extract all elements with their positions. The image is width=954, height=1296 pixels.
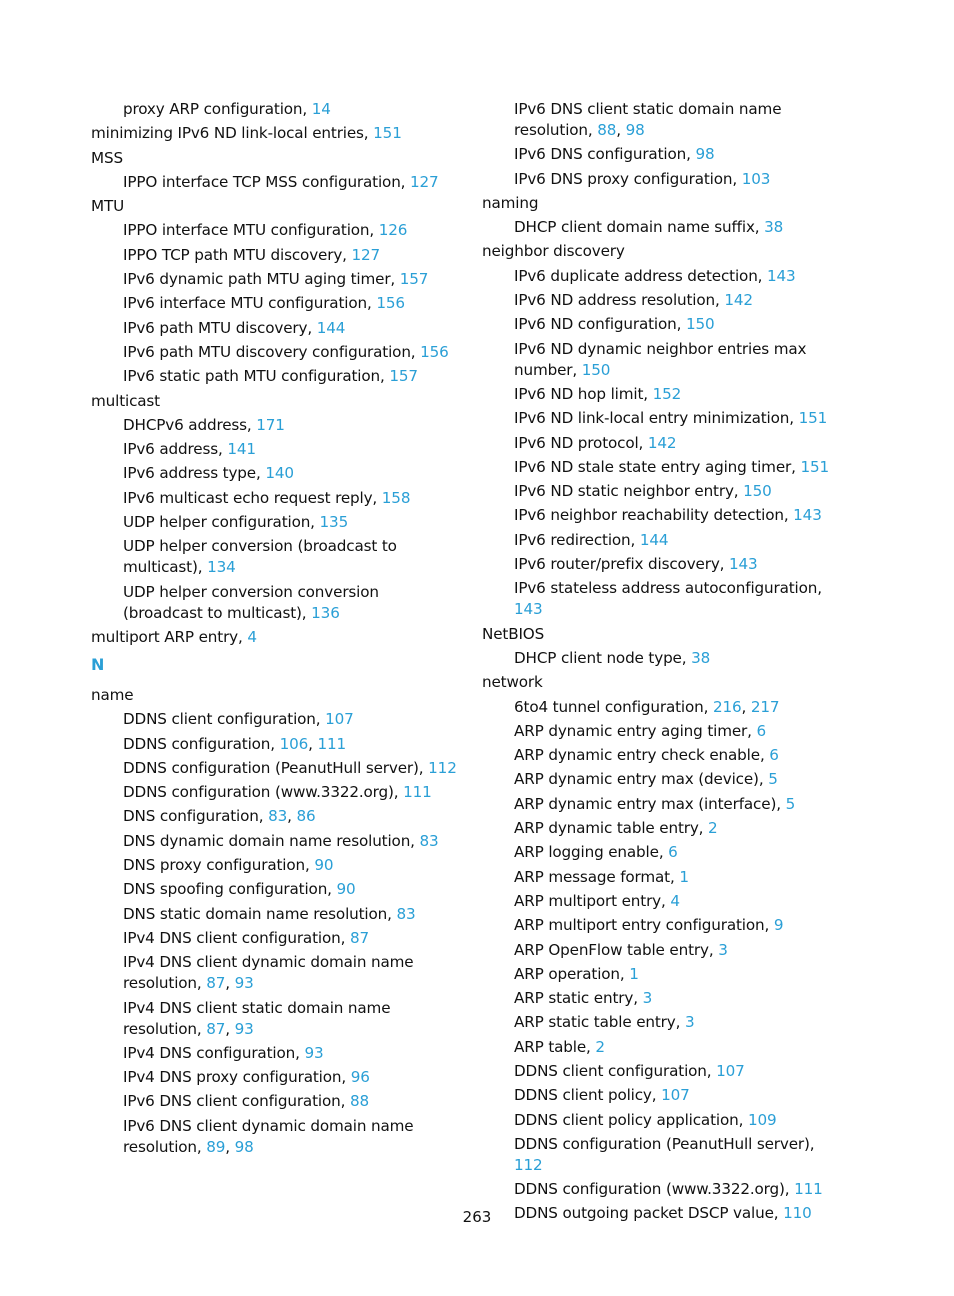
index-term: IPv6 neighbor reachability detection, <box>514 506 794 525</box>
index-term: IPv6 multicast echo request reply, <box>123 488 382 507</box>
index-subentry <box>482 915 842 936</box>
page-reference-link[interactable]: 156 <box>420 342 449 361</box>
index-term: IPv6 router/prefix discovery, <box>514 555 730 574</box>
index-subentry <box>482 266 842 287</box>
index-entry <box>91 123 461 144</box>
index-subentry <box>482 721 842 742</box>
index-subentry: IPv6 DNS client dynamic domain name resolution, 89, 98 <box>123 1116 414 1156</box>
index-subentry <box>482 169 842 190</box>
index-term: ARP multiport entry configuration, <box>514 916 774 935</box>
index-subentry <box>482 1134 842 1176</box>
index-subentry: IPv4 DNS client dynamic domain name resolution, 87, 93 <box>123 953 414 993</box>
page-reference-link[interactable]: 143 <box>767 266 796 285</box>
page-reference-link[interactable]: 5 <box>785 794 796 813</box>
page-reference-link[interactable]: 109 <box>747 1110 777 1129</box>
index-term: IPv6 ND address resolution, <box>514 291 725 310</box>
index-subentry <box>91 536 461 578</box>
index-entry <box>91 391 461 412</box>
page-reference-link[interactable]: 151 <box>798 409 828 428</box>
page-reference-link[interactable]: 111 <box>794 1180 823 1199</box>
page-reference-link[interactable]: 86 <box>296 807 316 826</box>
page-reference-link[interactable]: 144 <box>639 530 669 549</box>
index-subentry <box>91 488 461 509</box>
page-reference-link[interactable]: 107 <box>661 1086 690 1105</box>
index-subentry <box>482 769 842 790</box>
page-reference-link[interactable]: 143 <box>729 555 758 574</box>
page-reference-link[interactable]: 38 <box>691 648 711 667</box>
page-reference-link[interactable]: 150 <box>743 482 772 501</box>
page-reference-link[interactable]: 6 <box>756 721 767 740</box>
page-reference-link[interactable]: 3 <box>718 940 728 959</box>
page-reference-link[interactable]: 3 <box>642 989 653 1008</box>
page-reference-link[interactable]: 9 <box>773 916 784 935</box>
index-term: ARP dynamic entry check enable, <box>514 746 770 765</box>
index-subentry <box>482 1110 842 1131</box>
page-reference-link[interactable]: 1 <box>629 964 639 983</box>
index-subentry <box>91 782 461 803</box>
index-subentry <box>482 1012 842 1033</box>
page-reference-link[interactable]: 127 <box>351 245 381 264</box>
index-subentry <box>91 220 461 241</box>
index-term: UDP helper configuration, <box>123 513 320 532</box>
page-reference-link[interactable]: 111 <box>317 734 347 753</box>
page-reference-link[interactable]: 136 <box>311 603 340 622</box>
page-reference-link[interactable]: 4 <box>247 627 257 646</box>
index-term: NetBIOS <box>482 624 545 643</box>
index-subentry <box>91 245 461 266</box>
index-subentry <box>482 964 842 985</box>
page-reference-link[interactable]: 83 <box>268 807 288 826</box>
index-term: IPv4 DNS configuration, <box>123 1043 305 1062</box>
index-subentry <box>91 512 461 533</box>
index-term: DDNS client policy, <box>514 1086 662 1105</box>
index-term: DDNS configuration, <box>123 734 280 753</box>
page-reference-link[interactable]: 143 <box>793 506 822 525</box>
page-reference-link[interactable]: 98 <box>625 121 645 139</box>
index-subentry <box>91 1043 461 1064</box>
index-term: DDNS configuration (www.3322.org), <box>123 783 404 802</box>
index-term: ARP table, <box>514 1037 596 1056</box>
index-subentry <box>482 339 842 381</box>
index-subentry <box>91 99 461 120</box>
page-reference-link[interactable]: 156 <box>376 294 405 313</box>
index-subentry <box>91 342 461 363</box>
index-subentry <box>91 318 461 339</box>
index-term: ARP static entry, <box>514 989 643 1008</box>
page-reference-link[interactable]: 151 <box>800 457 830 476</box>
index-term: DNS dynamic domain name resolution, <box>123 831 420 850</box>
index-term: IPv6 DNS configuration, <box>514 145 696 164</box>
page-reference-link[interactable]: 141 <box>227 440 256 459</box>
index-term: IPv6 ND hop limit, <box>514 384 653 403</box>
page-reference-link[interactable]: 83 <box>396 904 416 923</box>
index-entry <box>482 672 842 693</box>
index-term: IPv6 ND protocol, <box>514 433 648 452</box>
index-term: IPv4 DNS client configuration, <box>123 928 350 947</box>
index-term: IPv6 redirection, <box>514 530 640 549</box>
page-reference-link[interactable]: 112 <box>428 758 457 777</box>
index-term: IPv4 DNS client static domain name resolution, <box>123 998 391 1038</box>
index-term: UDP helper conversion conversion (broadcast to multicast), <box>123 582 379 622</box>
page-reference-link[interactable]: 87 <box>349 928 369 947</box>
page-reference-link[interactable]: 142 <box>647 433 677 452</box>
index-subentry <box>91 855 461 876</box>
index-term: DHCPv6 address, <box>123 415 257 434</box>
index-subentry <box>482 505 842 526</box>
index-term: neighbor discovery <box>482 242 625 261</box>
index-subentry <box>482 818 842 839</box>
index-term: DDNS client configuration, <box>123 710 326 729</box>
index-term: ARP OpenFlow table entry, <box>514 940 719 959</box>
page-reference-link[interactable]: 107 <box>716 1061 745 1080</box>
page-reference-link[interactable]: 89 <box>206 1137 226 1156</box>
index-subentry <box>91 1067 461 1088</box>
index-term: IPv6 ND dynamic neighbor entries max number, <box>514 339 807 379</box>
page-reference-link[interactable]: 171 <box>256 415 285 434</box>
index-term: IPv6 DNS proxy configuration, <box>514 169 742 188</box>
page-reference-link[interactable]: 127 <box>410 172 439 191</box>
index-subentry <box>482 457 842 478</box>
page-reference-link[interactable]: 87 <box>206 1019 226 1038</box>
page-reference-link[interactable]: 143 <box>514 600 543 619</box>
page-reference-link[interactable]: 107 <box>325 710 354 729</box>
index-term: DDNS client policy application, <box>514 1110 748 1129</box>
index-entry <box>91 627 461 648</box>
index-subentry <box>482 217 842 238</box>
page-reference-link[interactable]: 103 <box>741 169 771 188</box>
index-entry <box>482 193 842 214</box>
page-reference-link[interactable]: 88 <box>349 1092 369 1111</box>
index-subentry <box>482 384 842 405</box>
page-reference-link[interactable]: 93 <box>304 1043 324 1062</box>
page-reference-link[interactable]: 150 <box>685 315 715 334</box>
index-subentry <box>482 554 842 575</box>
index-term: ARP message format, <box>514 867 680 886</box>
index-subentry <box>482 1061 842 1082</box>
page-reference-link[interactable]: 93 <box>234 974 254 993</box>
index-term: name <box>91 685 134 704</box>
index-term: network <box>482 673 543 692</box>
index-term: IPv4 DNS proxy configuration, <box>123 1068 351 1087</box>
index-subentry <box>482 745 842 766</box>
index-term: IPPO interface TCP MSS configuration, <box>123 172 411 191</box>
index-subentry <box>482 940 842 961</box>
index-entry <box>91 148 461 169</box>
index-term: multiport ARP entry, <box>91 627 248 646</box>
index-subentry <box>91 928 461 949</box>
index-subentry: IPv4 DNS client static domain name resolution, 87, 93 <box>123 998 391 1038</box>
index-term: IPv6 ND static neighbor entry, <box>514 482 744 501</box>
index-term: ARP multiport entry, <box>514 891 671 910</box>
index-subentry <box>482 1037 842 1058</box>
index-term: DNS configuration, <box>123 807 269 826</box>
page-reference-link[interactable]: 158 <box>381 488 411 507</box>
index-term: MSS <box>91 148 123 167</box>
page-reference-link[interactable]: 96 <box>350 1068 370 1087</box>
page-reference-link[interactable]: 98 <box>695 145 715 164</box>
index-subentry <box>482 433 842 454</box>
index-term: IPPO TCP path MTU discovery, <box>123 245 352 264</box>
page-reference-link[interactable]: 150 <box>581 360 611 379</box>
index-term: IPv6 DNS client dynamic domain name resolution, <box>123 1116 414 1156</box>
index-subentry <box>91 269 461 290</box>
index-entry <box>91 685 461 706</box>
index-subentry <box>91 439 461 460</box>
index-term: IPv6 address type, <box>123 464 266 483</box>
index-subentry <box>91 1091 461 1112</box>
page-reference-link[interactable]: 110 <box>783 1204 812 1223</box>
page-reference-link[interactable]: 93 <box>234 1019 254 1038</box>
index-term: ARP logging enable, <box>514 843 669 862</box>
index-subentry <box>482 1179 842 1200</box>
index-entry <box>482 624 842 645</box>
page-reference-link[interactable]: 151 <box>373 124 402 143</box>
index-subentry <box>91 582 461 624</box>
index-term: IPv6 path MTU discovery configuration, <box>123 342 421 361</box>
page-reference-link[interactable]: 2 <box>595 1037 605 1056</box>
page-reference-link[interactable]: 106 <box>279 734 309 753</box>
index-subentry <box>482 530 842 551</box>
index-term: IPv6 ND link-local entry minimization, <box>514 409 799 428</box>
index-subentry: 6to4 tunnel configuration, 216, 217 <box>514 697 780 716</box>
page-reference-link[interactable]: 4 <box>670 891 680 910</box>
index-subentry <box>91 831 461 852</box>
index-right-column <box>482 99 842 1228</box>
page-reference-link[interactable]: 1 <box>679 867 689 886</box>
index-letter-heading: N <box>91 654 105 674</box>
index-subentry <box>482 648 842 669</box>
index-subentry <box>482 481 842 502</box>
page-reference-link[interactable]: 217 <box>750 697 780 716</box>
page-reference-link[interactable]: 2 <box>708 819 718 838</box>
index-term: IPv6 ND configuration, <box>514 315 686 334</box>
page-reference-link[interactable]: 3 <box>684 1013 695 1032</box>
page-reference-link[interactable]: 152 <box>652 384 682 403</box>
page-reference-link[interactable]: 134 <box>207 558 236 577</box>
index-term: IPPO interface MTU configuration, <box>123 221 379 240</box>
page-reference-link[interactable]: 6 <box>668 843 678 862</box>
index-term: DDNS configuration (www.3322.org), <box>514 1180 795 1199</box>
index-subentry <box>482 842 842 863</box>
index-entry <box>91 196 461 217</box>
index-subentry <box>482 290 842 311</box>
page-reference-link[interactable]: 142 <box>724 291 753 310</box>
index-term: DDNS configuration (PeanutHull server), <box>514 1134 815 1153</box>
index-subentry <box>91 463 461 484</box>
index-term: DDNS outgoing packet DSCP value, <box>514 1204 784 1223</box>
page-reference-link[interactable]: 6 <box>769 746 779 765</box>
index-term: IPv6 static path MTU configuration, <box>123 367 390 386</box>
index-left-column <box>91 99 461 1161</box>
index-term: ARP operation, <box>514 964 630 983</box>
index-term: IPv6 dynamic path MTU aging timer, <box>123 270 400 289</box>
page-reference-link[interactable]: 144 <box>316 318 346 337</box>
index-subentry <box>482 314 842 335</box>
index-term: multicast <box>91 391 160 410</box>
page-reference-link[interactable]: 90 <box>336 880 356 899</box>
index-subentry <box>91 293 461 314</box>
page-reference-link[interactable]: 216 <box>712 697 742 716</box>
page-reference-link[interactable]: 83 <box>419 831 439 850</box>
index-term: MTU <box>91 197 125 216</box>
index-subentry <box>91 904 461 925</box>
page-reference-link[interactable]: 5 <box>768 770 778 789</box>
index-term: IPv6 DNS client static domain name resolution, <box>514 100 782 139</box>
index-term: IPv6 stateless address autoconfiguration, <box>514 579 822 598</box>
index-term: ARP dynamic entry max (interface), <box>514 794 786 813</box>
index-subentry <box>482 408 842 429</box>
index-entry <box>482 241 842 262</box>
page-reference-link[interactable]: 157 <box>389 367 418 386</box>
page-reference-link[interactable]: 90 <box>314 856 334 875</box>
page-reference-link[interactable]: 126 <box>378 221 408 240</box>
index-term: IPv6 DNS client configuration, <box>123 1092 350 1111</box>
page-reference-link[interactable]: 135 <box>319 513 349 532</box>
index-subentry <box>482 891 842 912</box>
index-term: DNS spoofing configuration, <box>123 880 337 899</box>
index-subentry <box>91 709 461 730</box>
index-term: DNS static domain name resolution, <box>123 904 397 923</box>
index-term: DDNS client configuration, <box>514 1061 717 1080</box>
index-term: ARP dynamic entry aging timer, <box>514 721 757 740</box>
index-term: naming <box>482 193 539 212</box>
index-subentry: DDNS configuration, 106, 111 <box>123 734 347 753</box>
page-reference-link[interactable]: 38 <box>764 218 784 237</box>
page-reference-link[interactable]: 111 <box>403 783 432 802</box>
page-reference-link[interactable]: 140 <box>265 464 294 483</box>
index-term: DHCP client domain name suffix, <box>514 218 765 237</box>
index-term: IPv6 path MTU discovery, <box>123 318 317 337</box>
index-subentry <box>482 578 842 620</box>
index-term: ARP dynamic entry max (device), <box>514 770 769 789</box>
page-reference-link[interactable]: 157 <box>399 270 429 289</box>
index-term: DHCP client node type, <box>514 648 692 667</box>
page-reference-link[interactable]: 14 <box>311 100 331 118</box>
index-term: ARP static table entry, <box>514 1013 685 1032</box>
index-term: IPv6 address, <box>123 440 228 459</box>
index-subentry <box>482 1085 842 1106</box>
page-reference-link[interactable]: 88 <box>597 121 617 139</box>
index-term: IPv4 DNS client dynamic domain name resolution, <box>123 953 414 993</box>
index-subentry <box>482 794 842 815</box>
index-subentry <box>91 879 461 900</box>
page-reference-link[interactable]: 98 <box>234 1137 254 1156</box>
index-term: IPv6 interface MTU configuration, <box>123 294 377 313</box>
index-subentry <box>91 415 461 436</box>
index-term: IPv6 duplicate address detection, <box>514 266 768 285</box>
page-reference-link[interactable]: 112 <box>514 1155 543 1174</box>
index-subentry <box>91 172 461 193</box>
index-term: 6to4 tunnel configuration, <box>514 697 713 716</box>
index-subentry: IPv6 DNS client static domain name resolution, 88, 98 <box>514 100 782 139</box>
index-subentry <box>482 988 842 1009</box>
index-subentry <box>482 867 842 888</box>
index-subentry: DNS configuration, 83, 86 <box>123 807 316 826</box>
index-term: UDP helper conversion (broadcast to multicast), <box>123 537 397 577</box>
page-reference-link[interactable]: 87 <box>206 974 226 993</box>
index-term: DNS proxy configuration, <box>123 856 315 875</box>
page-number: 263 <box>462 1208 492 1226</box>
index-term: IPv6 ND stale state entry aging timer, <box>514 457 801 476</box>
index-term: DDNS configuration (PeanutHull server), <box>123 758 429 777</box>
index-subentry <box>91 366 461 387</box>
index-term: minimizing IPv6 ND link-local entries, <box>91 124 374 143</box>
index-term: proxy ARP configuration, <box>123 100 312 118</box>
index-subentry <box>91 758 461 779</box>
index-term: ARP dynamic table entry, <box>514 819 709 838</box>
index-subentry <box>482 144 842 165</box>
